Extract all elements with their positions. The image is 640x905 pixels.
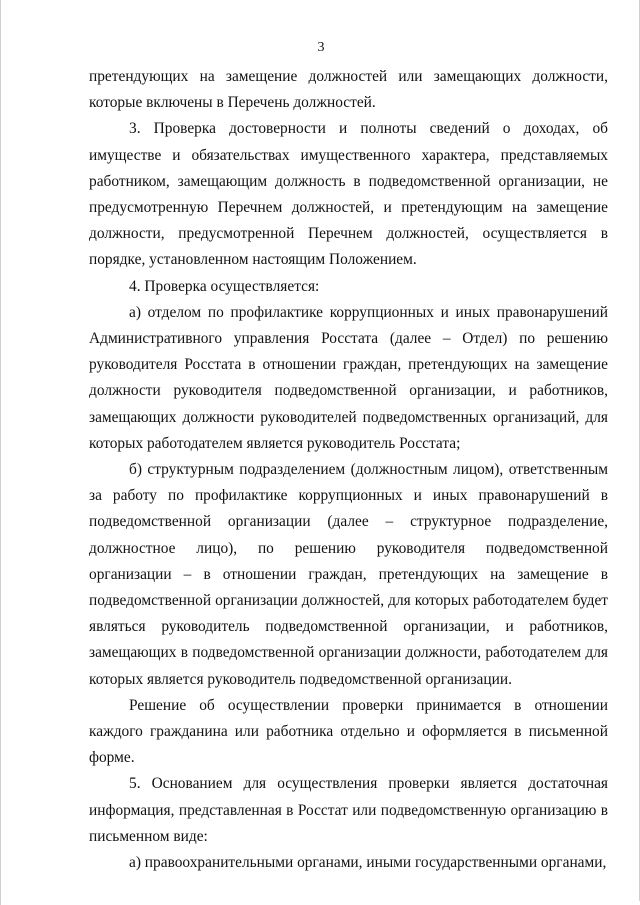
page-bottom-edge	[1, 901, 640, 905]
paragraph-continuation: претендующих на замещение должностей или замещающих должности, которые включены в Перечень должностей.	[89, 68, 608, 112]
paragraph-clause-4a: а) отделом по профилактике коррупционных и иных правонарушений Административного управления Росстата (далее – Отдел) по решению руководителя Росстата в отношении граждан, претендующих на замещение должности руководителя подведомственной организации, и работников, замещающих должности руководителей подведомственных организаций, для которых работодателем является руководитель Росстата;	[89, 303, 608, 452]
paragraph-clause-5a: а) правоохранительными органами, иными государственными органами,	[129, 854, 607, 872]
paragraph-clause-3: 3. Проверка достоверности и полноты сведений о доходах, об имуществе и обязательствах имущественного характера, представляемых работником, замещающим должность в подведомственной организации, не предусмотренную Перечнем должностей, и претендующим на замещение должности, предусмотренной Перечнем должностей, осуществляется в порядке, установленном настоящим Положением.	[89, 120, 608, 269]
page-number: 3	[317, 40, 325, 55]
document-body	[89, 64, 608, 876]
paragraph-clause-4: 4. Проверка осуществляется:	[129, 277, 320, 295]
paragraph-clause-4b: б) структурным подразделением (должностным лицом), ответственным за работу по профилактике коррупционных и иных правонарушений в подведомственной организации (далее – структурное подразделение, должностное лицо), по решению руководителя подведомственной организации – в отношении граждан, претендующих на замещение в подведомственной организации должностей, для которых работодателем будет являться руководитель подведомственной организации, и работников, замещающих в подведомственной организации должности, работодателем для которых является руководитель подведомственной организации.	[89, 461, 608, 688]
paragraph-decision: Решение об осуществлении проверки принимается в отношении каждого гражданина или работника отдельно и оформляется в письменной форме.	[89, 696, 608, 767]
paragraph-clause-5: 5. Основанием для осуществления проверки является достаточная информация, представленная в Росстат или подведомственную организацию в письменном виде:	[89, 775, 608, 845]
